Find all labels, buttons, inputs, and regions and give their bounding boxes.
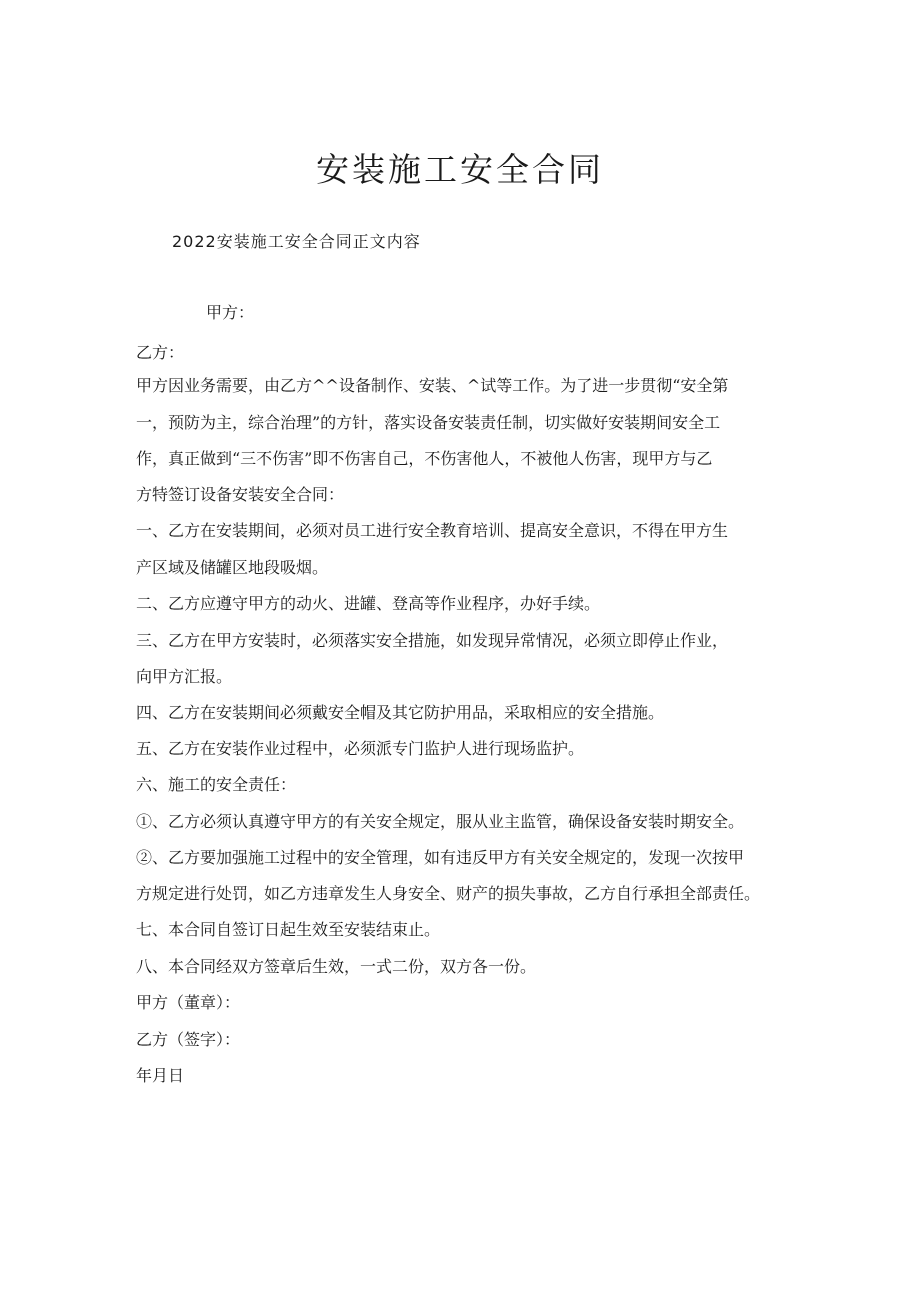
clause-6-item-1: ①、乙方必须认真遵守甲方的有关安全规定，服从业主监管，确保设备安装时期安全。 — [136, 812, 745, 831]
clause-2: 二、乙方应遵守甲方的动火、进罐、登高等作业程序，办好手续。 — [136, 594, 601, 613]
body-line: 甲方因业务需要，由乙方^^设备制作、安装、^试等工作。为了进一步贯彻“安全第 — [136, 376, 729, 395]
clause-3: 三、乙方在甲方安装时，必须落实安全措施，如发现异常情况，必须立即停止作业， — [136, 631, 729, 650]
party-a-label: 甲方： — [206, 303, 255, 322]
signature-date: 年月日 — [136, 1066, 185, 1085]
page-title: 安装施工安全合同 — [316, 150, 604, 189]
clause-6-item-2-cont: 方规定进行处罚，如乙方违章发生人身安全、财产的损失事故，乙方自行承担全部责任。 — [136, 884, 761, 903]
body-line: 方特签订设备安装安全合同： — [136, 485, 345, 504]
signature-party-a: 甲方（董章）： — [136, 993, 241, 1012]
clause-8: 八、本合同经双方签章后生效，一式二份，双方各一份。 — [136, 957, 537, 976]
clause-6-item-2: ②、乙方要加强施工过程中的安全管理，如有违反甲方有关安全规定的，发现一次按甲 — [136, 848, 745, 867]
clause-5: 五、乙方在安装作业过程中，必须派专门监护人进行现场监护。 — [136, 739, 585, 758]
clause-3-cont: 向甲方汇报。 — [136, 667, 233, 686]
document-subtitle: 2022安装施工安全合同正文内容 — [172, 232, 421, 251]
body-line: 作，真正做到“三不伤害”即不伤害自己，不伤害他人，不被他人伤害，现甲方与乙 — [136, 449, 713, 468]
clause-4: 四、乙方在安装期间必须戴安全帽及其它防护用品，采取相应的安全措施。 — [136, 703, 665, 722]
signature-party-b: 乙方（签字）： — [136, 1030, 241, 1049]
clause-1: 一、乙方在安装期间，必须对员工进行安全教育培训、提高安全意识，不得在甲方生 — [136, 521, 729, 540]
body-line: 一，预防为主，综合治理”的方针，落实设备安装责任制，切实做好安装期间安全工 — [136, 413, 721, 432]
party-b-label: 乙方： — [136, 343, 185, 362]
clause-7: 七、本合同自签订日起生效至安装结束止。 — [136, 920, 441, 939]
clause-1-cont: 产区域及储罐区地段吸烟。 — [136, 558, 329, 577]
clause-6: 六、施工的安全责任： — [136, 775, 297, 794]
